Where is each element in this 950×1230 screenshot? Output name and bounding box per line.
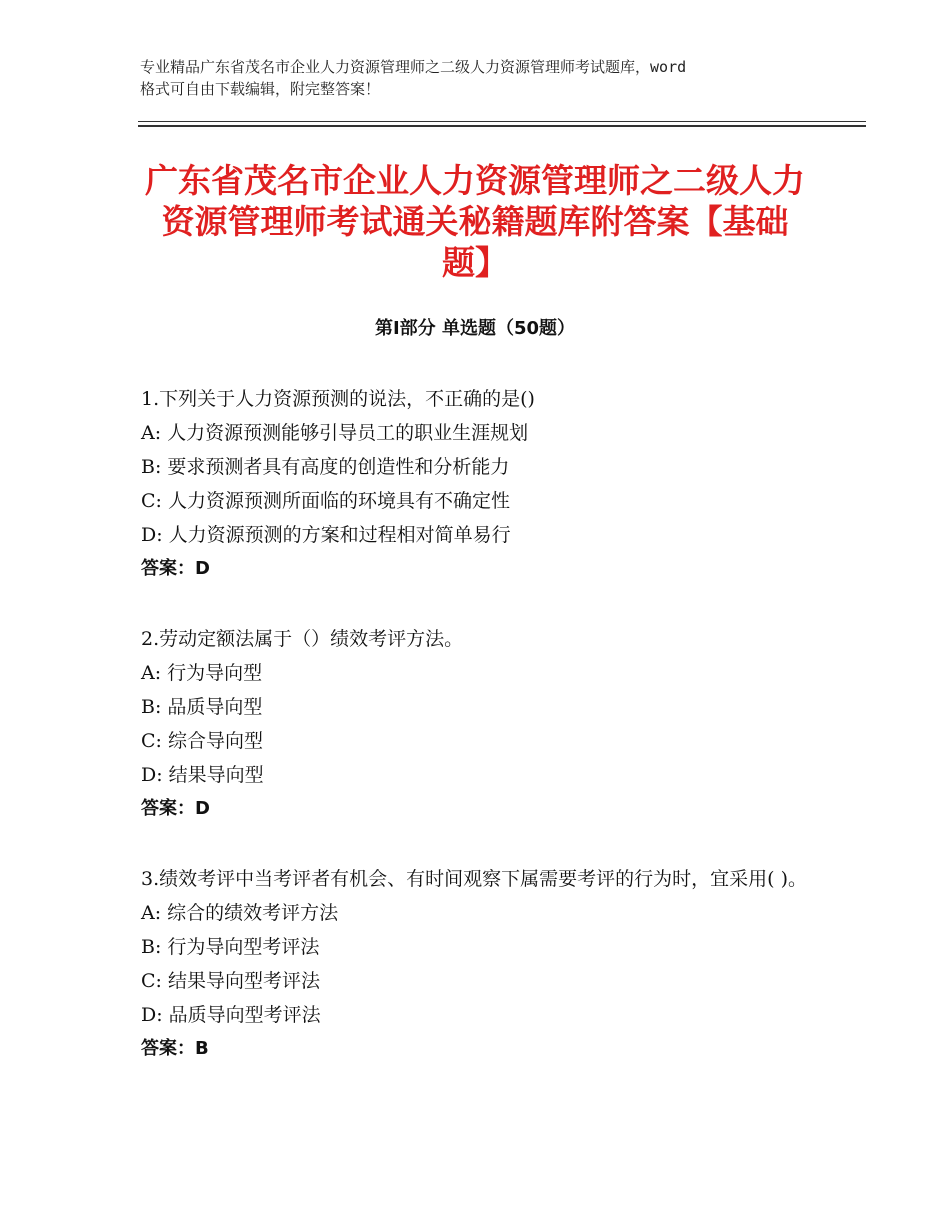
question-item bbox=[141, 622, 821, 826]
option-d: D: 结果导向型 bbox=[141, 764, 264, 786]
answer-label: 答案：B bbox=[141, 1038, 209, 1059]
question-stem: 2.劳动定额法属于（）绩效考评方法。 bbox=[141, 628, 464, 650]
header-divider bbox=[138, 121, 866, 122]
header-note-line: 专业精品广东省茂名市企业人力资源管理师之二级人力资源管理师考试题库，word bbox=[140, 58, 687, 76]
option-c: C: 人力资源预测所面临的环境具有不确定性 bbox=[141, 490, 510, 512]
option-a: A: 人力资源预测能够引导员工的职业生涯规划 bbox=[141, 422, 529, 444]
option-c: C: 结果导向型考评法 bbox=[141, 970, 320, 992]
option-b: B: 行为导向型考评法 bbox=[141, 936, 320, 958]
question-list bbox=[141, 382, 821, 1102]
option-b: B: 品质导向型 bbox=[141, 696, 263, 718]
header-note bbox=[140, 56, 830, 100]
option-a: A: 行为导向型 bbox=[141, 662, 263, 684]
option-a: A: 综合的绩效考评方法 bbox=[141, 902, 339, 924]
header-divider bbox=[138, 125, 866, 127]
option-c: C: 综合导向型 bbox=[141, 730, 263, 752]
option-d: D: 人力资源预测的方案和过程相对简单易行 bbox=[141, 524, 511, 546]
question-stem: 1.下列关于人力资源预测的说法，不正确的是() bbox=[141, 388, 535, 410]
question-item bbox=[141, 382, 821, 586]
question-stem: 3.绩效考评中当考评者有机会、有时间观察下属需要考评的行为时，宜采用( )。 bbox=[141, 868, 807, 890]
section-heading: 第Ⅰ部分 单选题（50题） bbox=[374, 318, 575, 339]
answer-label: 答案：D bbox=[141, 798, 210, 819]
answer-label: 答案：D bbox=[141, 558, 210, 579]
option-d: D: 品质导向型考评法 bbox=[141, 1004, 321, 1026]
header-note-line: 格式可自由下载编辑，附完整答案！ bbox=[140, 80, 381, 98]
question-item bbox=[141, 862, 821, 1066]
document-title: 广东省茂名市企业人力资源管理师之二级人力资源管理师考试通关秘籍题库附答案【基础题】 bbox=[145, 161, 805, 282]
option-b: B: 要求预测者具有高度的创造性和分析能力 bbox=[141, 456, 510, 478]
